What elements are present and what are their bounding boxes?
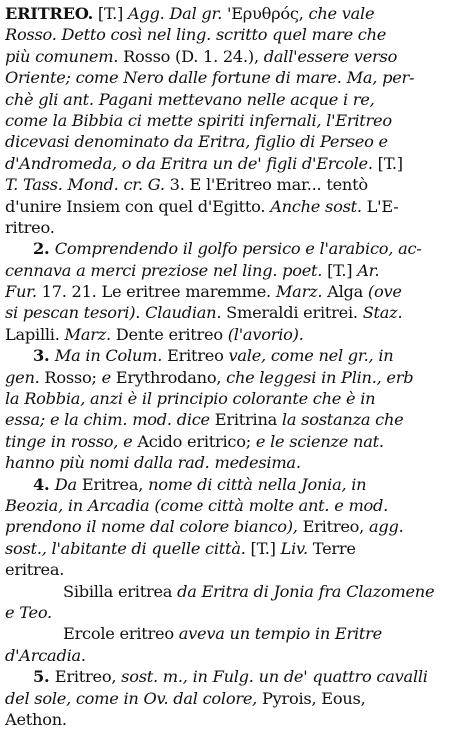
italic-text: si pescan tesori). Claudian.: [5, 303, 222, 323]
text-line: [5, 538, 468, 559]
italic-text: sost., l'abitante di quelle città.: [5, 538, 246, 558]
italic-text: la Robbia, anzi è il principio colorante che è in: [5, 389, 376, 409]
italic-text: Anche sost.: [270, 196, 362, 216]
italic-text: hanno più nomi dalla rad. medesima.: [5, 453, 301, 473]
italic-text: d'Arcadia.: [5, 645, 86, 665]
italic-text: che vale: [308, 4, 375, 23]
italic-text: (l'avorio).: [227, 324, 304, 344]
text-line: [5, 559, 468, 580]
roman-text: ritreo.: [5, 217, 55, 237]
roman-text: [T.]: [372, 153, 403, 173]
text-line: [5, 89, 468, 110]
italic-text: T. Tass. Mond. cr. G.: [5, 175, 165, 195]
italic-text: come la Bibbia ci mette spiriti infernali, l'Eritreo: [5, 110, 392, 130]
entry-heading: ERITREO.: [5, 4, 93, 23]
text-line: [5, 623, 468, 644]
roman-text: Terre: [307, 538, 356, 558]
text-line: [5, 3, 468, 24]
text-line: [5, 153, 468, 174]
text-line: [5, 302, 468, 323]
roman-text: [T.]: [322, 260, 358, 280]
text-line: [5, 238, 468, 259]
roman-text: Rosso;: [39, 367, 102, 387]
italic-text: Marz.: [64, 324, 111, 344]
italic-text: Ar.: [357, 260, 380, 280]
text-line: [5, 110, 468, 131]
italic-text: la sostanza che: [281, 410, 404, 430]
roman-text: 17. 21. Le eritree maremme.: [36, 282, 276, 302]
entry-heading: 3.: [33, 346, 55, 366]
text-line: [5, 474, 468, 495]
text-line: [5, 345, 468, 366]
italic-text: Comprendendo il golfo persico e l'arabico, ac-: [54, 239, 422, 259]
roman-text: [T.]: [93, 4, 128, 23]
italic-text: aveva un tempio in Eritre: [178, 624, 382, 644]
text-line: [5, 281, 468, 302]
text-line: [5, 67, 468, 88]
italic-text: del sole, come in Ov. dal colore,: [5, 688, 258, 708]
roman-text: Smeraldi eritrei.: [221, 303, 363, 323]
text-line: [5, 324, 468, 345]
dictionary-entry-eritreo: [5, 3, 468, 730]
text-line: [5, 388, 468, 409]
italic-text: Ma in Colum.: [54, 346, 163, 366]
roman-text: Lapilli.: [5, 324, 65, 344]
roman-text: 3. E l'Eritreo mar... tentò: [164, 175, 368, 195]
text-line: [5, 709, 468, 730]
italic-text: Liv.: [280, 538, 308, 558]
italic-text: Da: [54, 474, 77, 494]
italic-text: Agg. Dal gr.: [127, 4, 223, 23]
italic-text: chè gli ant. Pagani mettevano nelle acque i re,: [5, 89, 375, 109]
roman-text: Ercole eritreo: [63, 624, 179, 644]
roman-text: L'E-: [361, 196, 399, 216]
italic-text: e le scienze nat.: [255, 431, 384, 451]
entry-heading: 2.: [33, 239, 55, 259]
text-line: [5, 645, 468, 666]
entry-heading: 4.: [33, 474, 55, 494]
text-line: [5, 602, 468, 623]
text-line: [5, 367, 468, 388]
text-line: [5, 131, 468, 152]
italic-text: Staz.: [362, 303, 403, 323]
italic-text: più comunem.: [5, 46, 119, 66]
roman-text: Eritrea,: [76, 474, 149, 494]
text-line: [5, 174, 468, 195]
roman-text: [T.]: [245, 538, 281, 558]
roman-text: eritrea.: [5, 560, 65, 580]
text-line: [5, 581, 468, 602]
roman-text: Erythrodano,: [110, 367, 227, 387]
text-line: [5, 666, 468, 687]
roman-text: d'unire Insiem con quel d'Egitto.: [5, 196, 271, 216]
italic-text: d'Andromeda, o da Eritra un de' figli d'Ercole.: [5, 153, 373, 173]
text-line: [5, 688, 468, 709]
italic-text: vale, come nel gr., in: [228, 346, 394, 366]
roman-text: Pyrois, Eous,: [257, 688, 366, 708]
italic-text: cennava a merci preziose nel ling. poet.: [5, 260, 323, 280]
entry-heading: 5.: [33, 667, 55, 687]
text-line: [5, 260, 468, 281]
italic-text: dall'essere verso: [263, 46, 398, 66]
italic-text: prendono il nome dal colore bianco),: [5, 517, 298, 537]
italic-text: Beozia, in Arcadia (come città molte ant. e mod.: [5, 495, 389, 515]
text-line: [5, 495, 468, 516]
roman-text: Eritrina: [209, 410, 282, 430]
roman-text: Sibilla eritrea: [63, 581, 178, 601]
italic-text: che leggesi in Plin., erb: [226, 367, 414, 387]
roman-text: Eritreo: [162, 346, 229, 366]
roman-text: Alga: [322, 282, 368, 302]
italic-text: sost. m., in Fulg. un de' quattro cavalli: [121, 667, 428, 687]
roman-text: Rosso (D. 1. 24.),: [118, 46, 264, 66]
italic-text: Oriente; come Nero dalle fortune di mare. Ma, per-: [5, 68, 415, 88]
roman-text: Eritreo,: [54, 667, 122, 687]
roman-text: 'Ερυθρός,: [222, 4, 309, 23]
text-line: [5, 452, 468, 473]
roman-text: Eritreo,: [297, 517, 369, 537]
text-line: [5, 24, 468, 45]
italic-text: dicevasi denominato da Eritra, figlio di Perseo e: [5, 132, 388, 152]
italic-text: tinge in rosso, e: [5, 431, 133, 451]
text-line: [5, 409, 468, 430]
italic-text: gen.: [5, 367, 40, 387]
roman-text: Aethon.: [5, 709, 67, 729]
italic-text: essa; e la chim. mod. dice: [5, 410, 210, 430]
text-line: [5, 217, 468, 238]
roman-text: Dente eritreo: [110, 324, 228, 344]
italic-text: (ove: [367, 282, 402, 302]
italic-text: Rosso. Detto così nel ling. scritto quel mare che: [5, 25, 387, 45]
italic-text: e: [101, 367, 111, 387]
italic-text: da Eritra di Jonia fra Clazomene: [177, 581, 435, 601]
text-line: [5, 431, 468, 452]
italic-text: agg.: [368, 517, 404, 537]
italic-text: e Teo.: [5, 602, 52, 622]
italic-text: Fur.: [5, 282, 37, 302]
text-line: [5, 46, 468, 67]
italic-text: nome di città nella Jonia, in: [148, 474, 367, 494]
roman-text: Acido eritrico;: [132, 431, 256, 451]
text-line: [5, 516, 468, 537]
italic-text: Marz.: [275, 282, 323, 302]
text-line: [5, 196, 468, 217]
